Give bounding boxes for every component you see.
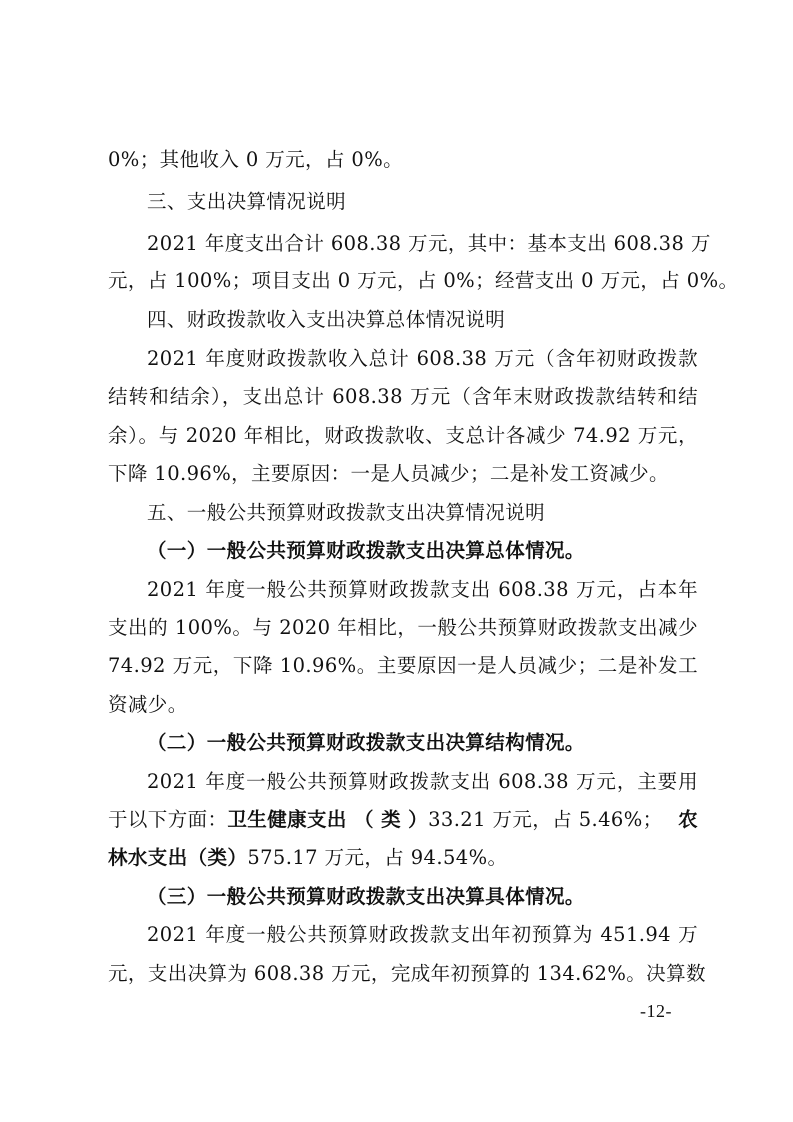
section-heading: 三、支出决算情况说明: [147, 190, 347, 213]
text-segment: 33.21 万元，占 5.46%；: [428, 808, 663, 831]
subsection-heading: （三）一般公共预算财政拨款支出决算具体情况。: [147, 885, 585, 908]
section-heading: 四、财政拨款收入支出决算总体情况说明: [147, 308, 506, 331]
text-line: 2021 年度一般公共预算财政拨款支出 608.38 万元，主要用: [147, 770, 698, 793]
text-line: 0%；其他收入 0 万元，占 0%。: [108, 148, 404, 171]
subsection-heading: （一）一般公共预算财政拨款支出决算总体情况。: [147, 539, 585, 562]
subsection-heading: （二）一般公共预算财政拨款支出决算结构情况。: [147, 731, 585, 754]
text-line-mixed: [108, 846, 698, 870]
category-label-agriculture-start: 农: [678, 808, 698, 831]
page-number: -12-: [640, 1001, 672, 1021]
text-line: 2021 年度一般公共预算财政拨款支出 608.38 万元，占本年: [147, 578, 698, 601]
text-segment: 575.17 万元，占 94.54%。: [247, 846, 508, 869]
text-line: 下降 10.96%，主要原因：一是人员减少；二是补发工资减少。: [108, 462, 669, 485]
category-label-agriculture: 林水支出（类）: [108, 846, 248, 869]
text-segment: 于以下方面：: [108, 808, 228, 831]
text-line: 74.92 万元，下降 10.96%。主要原因一是人员减少；二是补发工: [108, 654, 698, 677]
text-line: 2021 年度一般公共预算财政拨款支出年初预算为 451.94 万: [147, 923, 698, 946]
text-line: 2021 年度财政拨款收入总计 608.38 万元（含年初财政拨款: [147, 347, 698, 370]
text-line: 结转和结余），支出总计 608.38 万元（含年末财政拨款结转和结: [108, 385, 698, 408]
category-label-health: 卫生健康支出 （ 类 ）: [227, 808, 429, 831]
text-line: 支出的 100%。与 2020 年相比，一般公共预算财政拨款支出减少: [108, 616, 698, 639]
text-line-mixed: [108, 808, 698, 832]
text-line: 余）。与 2020 年相比，财政拨款收、支总计各减少 74.92 万元，: [108, 424, 698, 447]
text-line: 资减少。: [108, 693, 188, 716]
text-line: 元，占 100%；项目支出 0 万元，占 0%；经营支出 0 万元，占 0%。: [108, 269, 739, 292]
section-heading: 五、一般公共预算财政拨款支出决算情况说明: [147, 501, 546, 524]
text-line: 2021 年度支出合计 608.38 万元，其中：基本支出 608.38 万: [147, 232, 711, 255]
text-line: 元，支出决算为 608.38 万元，完成年初预算的 134.62%。决算数: [108, 962, 706, 985]
